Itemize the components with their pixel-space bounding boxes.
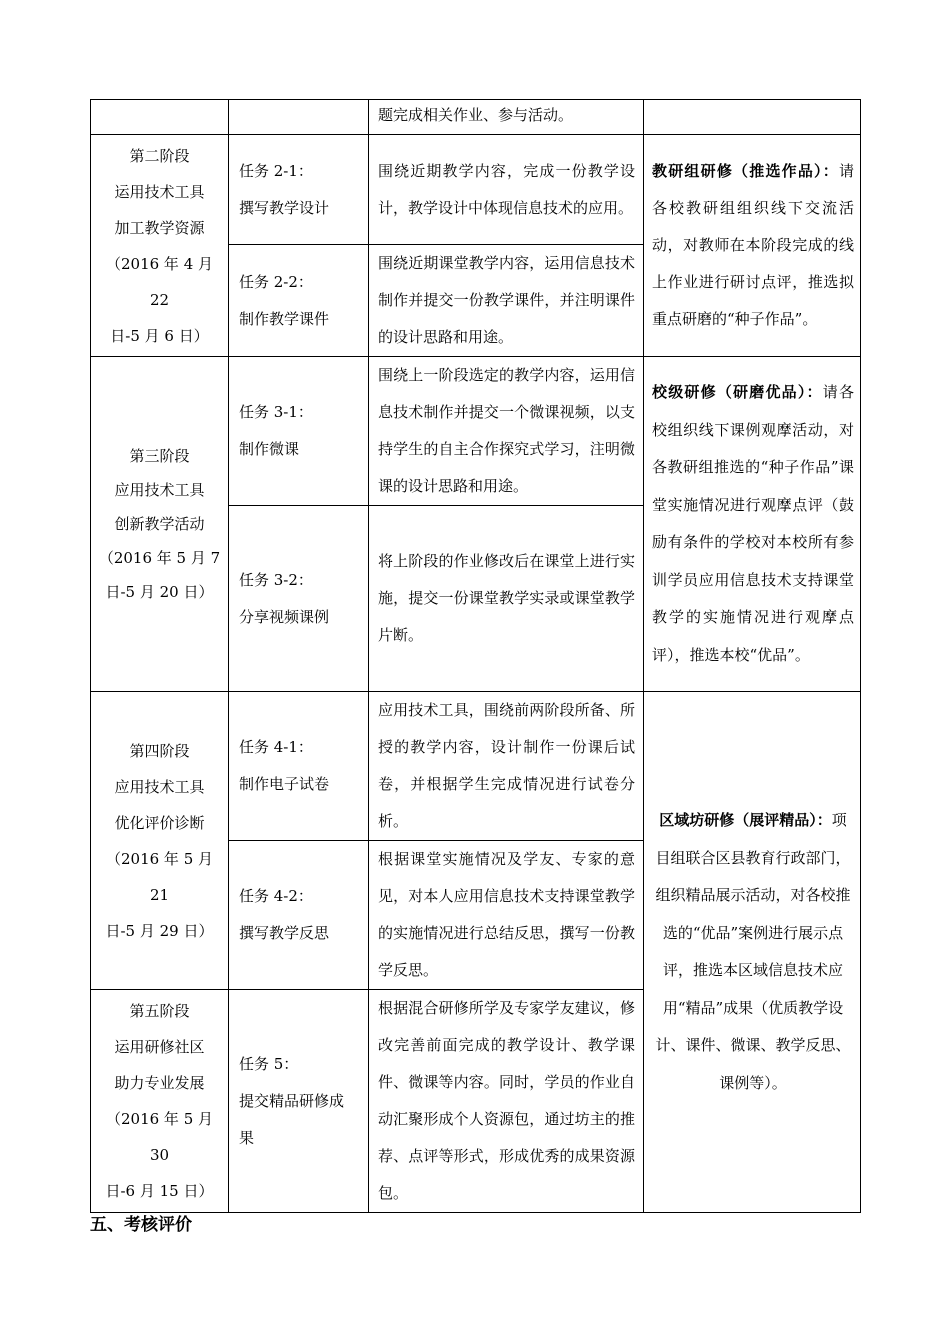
content-cell xyxy=(369,692,644,841)
stage-cell xyxy=(91,990,229,1213)
content-text: 应用技术工具，围绕前两阶段所备、所授的教学内容，设计制作一份课后试卷，并根据学生完成情况进行试卷分析。 xyxy=(378,701,635,830)
stage-cell xyxy=(91,135,229,357)
content-text: 围绕近期课堂教学内容，运用信息技术制作并提交一份教学课件，并注明课件的设计思路和用途。 xyxy=(378,254,635,346)
stage-line: 应用技术工具 xyxy=(114,777,205,796)
content-text: 将上阶段的作业修改后在课堂上进行实施，提交一份课堂教学实录或课堂教学片断。 xyxy=(378,552,635,644)
content-cell xyxy=(369,841,644,990)
task-title: 撰写教学设计 xyxy=(239,198,330,217)
stage-date: 日-5 月 29 日） xyxy=(105,921,214,940)
eval-cell xyxy=(644,692,861,1213)
content-cell xyxy=(369,506,644,692)
eval-body: 项目组联合区县教育行政部门，组织精品展示活动，对各校推选的“优品”案例进行展示点评，推选本区域信息技术应用“精品”成果（优质教学设计、课件、微课、教学反思、课例等）。 xyxy=(655,811,851,1092)
stage-name: 第三阶段 xyxy=(129,447,190,465)
task-cell xyxy=(229,100,369,135)
table-row xyxy=(91,135,861,245)
table-row xyxy=(91,692,861,841)
task-id: 任务 3-1： xyxy=(239,403,313,421)
stage-line: 运用技术工具 xyxy=(114,182,205,201)
stage-date: （2016 年 4 月 22 xyxy=(105,254,214,309)
content-text: 题完成相关作业、参与活动。 xyxy=(378,106,574,124)
stage-date: （2016 年 5 月 7 xyxy=(98,549,221,567)
stage-name: 第二阶段 xyxy=(129,146,190,165)
content-cell xyxy=(369,357,644,506)
stage-date: 日-6 月 15 日） xyxy=(105,1182,214,1200)
training-plan-table xyxy=(90,99,861,1213)
stage-line: 优化评价诊断 xyxy=(114,813,205,832)
stage-name: 第四阶段 xyxy=(129,741,190,760)
task-cell xyxy=(229,990,369,1213)
eval-cell xyxy=(644,357,861,692)
content-cell xyxy=(369,245,644,357)
eval-cell xyxy=(644,135,861,357)
content-text: 围绕近期教学内容，完成一份教学设计，教学设计中体现信息技术的应用。 xyxy=(378,161,635,217)
stage-cell xyxy=(91,100,229,135)
stage-date: （2016 年 5 月 21 xyxy=(105,849,214,904)
eval-title: 区域坊研修（展评精品）： xyxy=(659,811,832,829)
content-text: 根据课堂实施情况及学友、专家的意见，对本人应用信息技术支持课堂教学的实施情况进行总结反思，撰写一份教学反思。 xyxy=(378,850,635,979)
stage-line: 运用研修社区 xyxy=(114,1038,205,1056)
task-id: 任务 2-2： xyxy=(239,272,313,291)
task-title: 制作教学课件 xyxy=(239,309,330,328)
table-row xyxy=(91,100,861,135)
task-id: 任务 3-2： xyxy=(239,570,313,589)
task-cell xyxy=(229,506,369,692)
task-title: 果 xyxy=(239,1128,255,1147)
content-text: 根据混合研修所学及专家学友建议，修改完善前面完成的教学设计、教学课件、微课等内容。同时，学员的作业自动汇聚形成个人资源包，通过坊主的推荐、点评等形式，形成优秀的成果资源包。 xyxy=(378,999,635,1202)
section-heading: 五、考核评价 xyxy=(90,1215,192,1235)
task-title: 撰写教学反思 xyxy=(239,924,330,942)
stage-name: 第五阶段 xyxy=(129,1002,190,1020)
stage-date: 日-5 月 20 日） xyxy=(105,583,214,601)
task-id: 任务 2-1： xyxy=(239,161,313,180)
eval-body: 请各校教研组组织线下交流活动，对教师在本阶段完成的线上作业进行研讨点评，推选拟重点研磨的“种子作品”。 xyxy=(652,162,854,328)
table-row xyxy=(91,357,861,506)
task-cell xyxy=(229,245,369,357)
eval-title: 校级研修（研磨优品）： xyxy=(652,383,823,401)
task-cell xyxy=(229,841,369,990)
eval-cell xyxy=(644,100,861,135)
stage-cell xyxy=(91,357,229,692)
eval-title: 教研组研修（推选作品）： xyxy=(652,162,839,180)
stage-line: 助力专业发展 xyxy=(114,1074,205,1092)
task-cell xyxy=(229,692,369,841)
content-cell xyxy=(369,990,644,1213)
stage-date: 日-5 月 6 日） xyxy=(110,326,209,345)
content-cell xyxy=(369,100,644,135)
stage-line: 应用技术工具 xyxy=(114,481,205,499)
content-cell xyxy=(369,135,644,245)
eval-body: 请各校组织线下课例观摩活动，对各教研组推选的“种子作品”课堂实施情况进行观摩点评（鼓励有条件的学校对本校所有参训学员应用信息技术支持课堂教学的实施情况进行观摩点评），推选本校“优品”。 xyxy=(652,383,854,664)
task-title: 制作电子试卷 xyxy=(239,775,330,793)
stage-line: 创新教学活动 xyxy=(114,515,205,533)
task-title: 制作微课 xyxy=(239,440,300,458)
task-cell xyxy=(229,357,369,506)
stage-line: 加工教学资源 xyxy=(114,218,205,237)
content-text: 围绕上一阶段选定的教学内容，运用信息技术制作并提交一个微课视频，以支持学生的自主合作探究式学习，注明微课的设计思路和用途。 xyxy=(378,366,635,495)
task-id: 任务 4-1： xyxy=(239,738,313,756)
stage-date: （2016 年 5 月 30 xyxy=(105,1110,214,1164)
task-title: 分享视频课例 xyxy=(239,607,330,626)
stage-cell xyxy=(91,692,229,990)
task-id: 任务 5： xyxy=(239,1054,299,1073)
task-title: 提交精品研修成 xyxy=(239,1091,345,1110)
task-cell xyxy=(229,135,369,245)
task-id: 任务 4-2： xyxy=(239,887,313,905)
